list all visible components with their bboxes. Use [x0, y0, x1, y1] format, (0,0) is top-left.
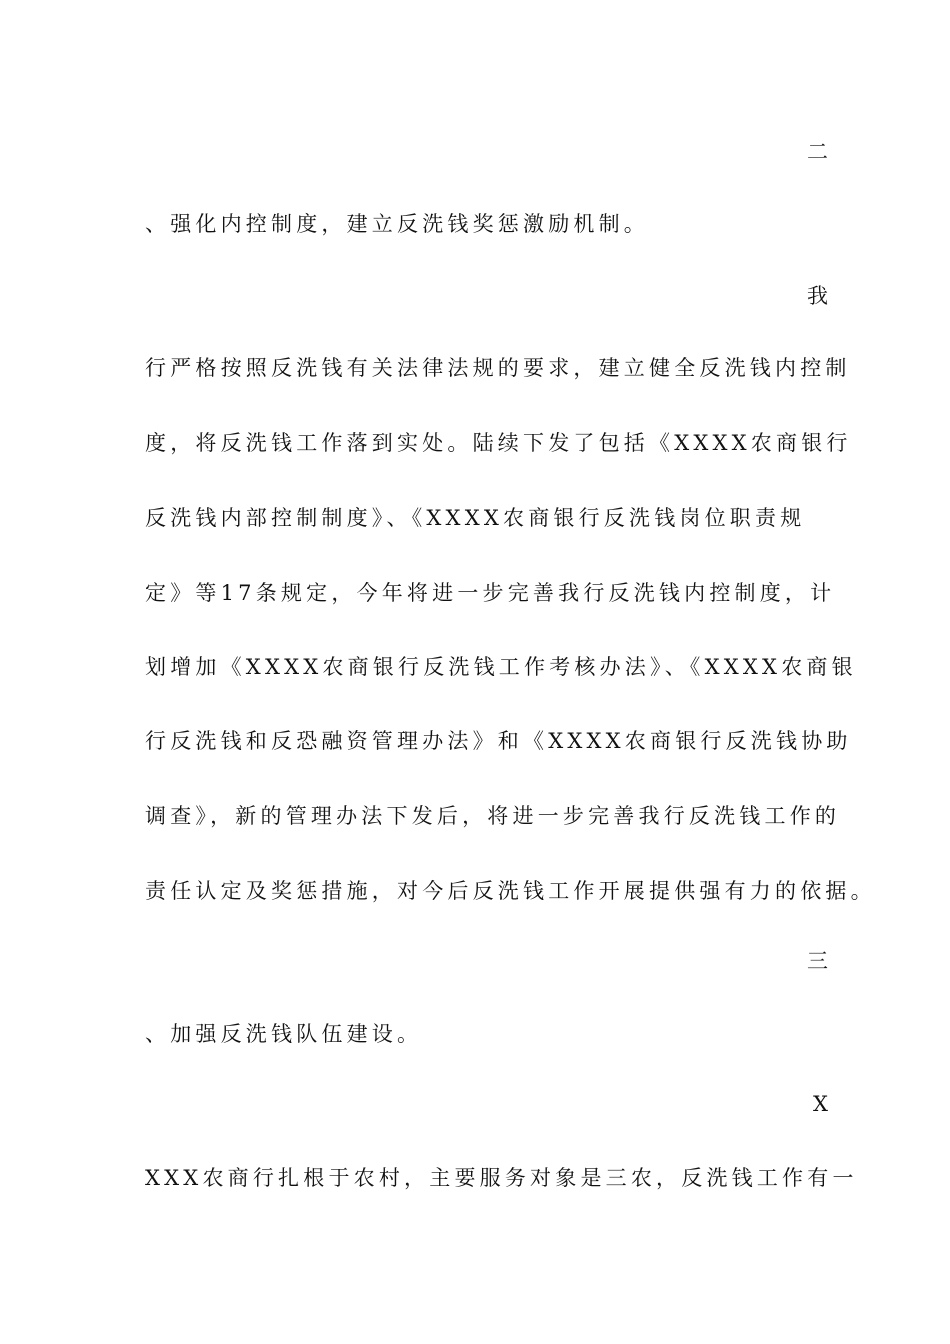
body-line: XXX农商行扎根于农村，主要服务对象是三农，反洗钱工作有一 — [145, 1166, 858, 1190]
body-line: 调查》，新的管理办法下发后，将进一步完善我行反洗钱工作的 — [145, 804, 841, 828]
body-line: 行严格按照反洗钱有关法律法规的要求，建立健全反洗钱内控制 — [145, 356, 851, 380]
body-line: 定》等17条规定，今年将进一步完善我行反洗钱内控制度，计 — [145, 581, 836, 605]
body-line: 反洗钱内部控制制度》、《XXXX农商银行反洗钱岗位职责规 — [145, 506, 806, 530]
paragraph-start-char: 我 — [807, 284, 828, 308]
body-line: 行反洗钱和反恐融资管理办法》和《XXXX农商银行反洗钱协助 — [145, 729, 852, 753]
section-heading-two: 、强化内控制度，建立反洗钱奖惩激励机制。 — [145, 212, 649, 236]
section-number-two: 二 — [807, 140, 828, 164]
body-line: 划增加《XXXX农商银行反洗钱工作考核办法》、《XXXX农商银 — [145, 655, 857, 679]
body-line: 责任认定及奖惩措施，对今后反洗钱工作开展提供强有力的依据。 — [145, 879, 876, 903]
paragraph-start-char: X — [813, 1092, 828, 1116]
section-heading-three: 、加强反洗钱队伍建设。 — [145, 1022, 423, 1046]
body-line: 度，将反洗钱工作落到实处。陆续下发了包括《XXXX农商银行 — [145, 431, 852, 455]
section-number-three: 三 — [807, 949, 828, 973]
